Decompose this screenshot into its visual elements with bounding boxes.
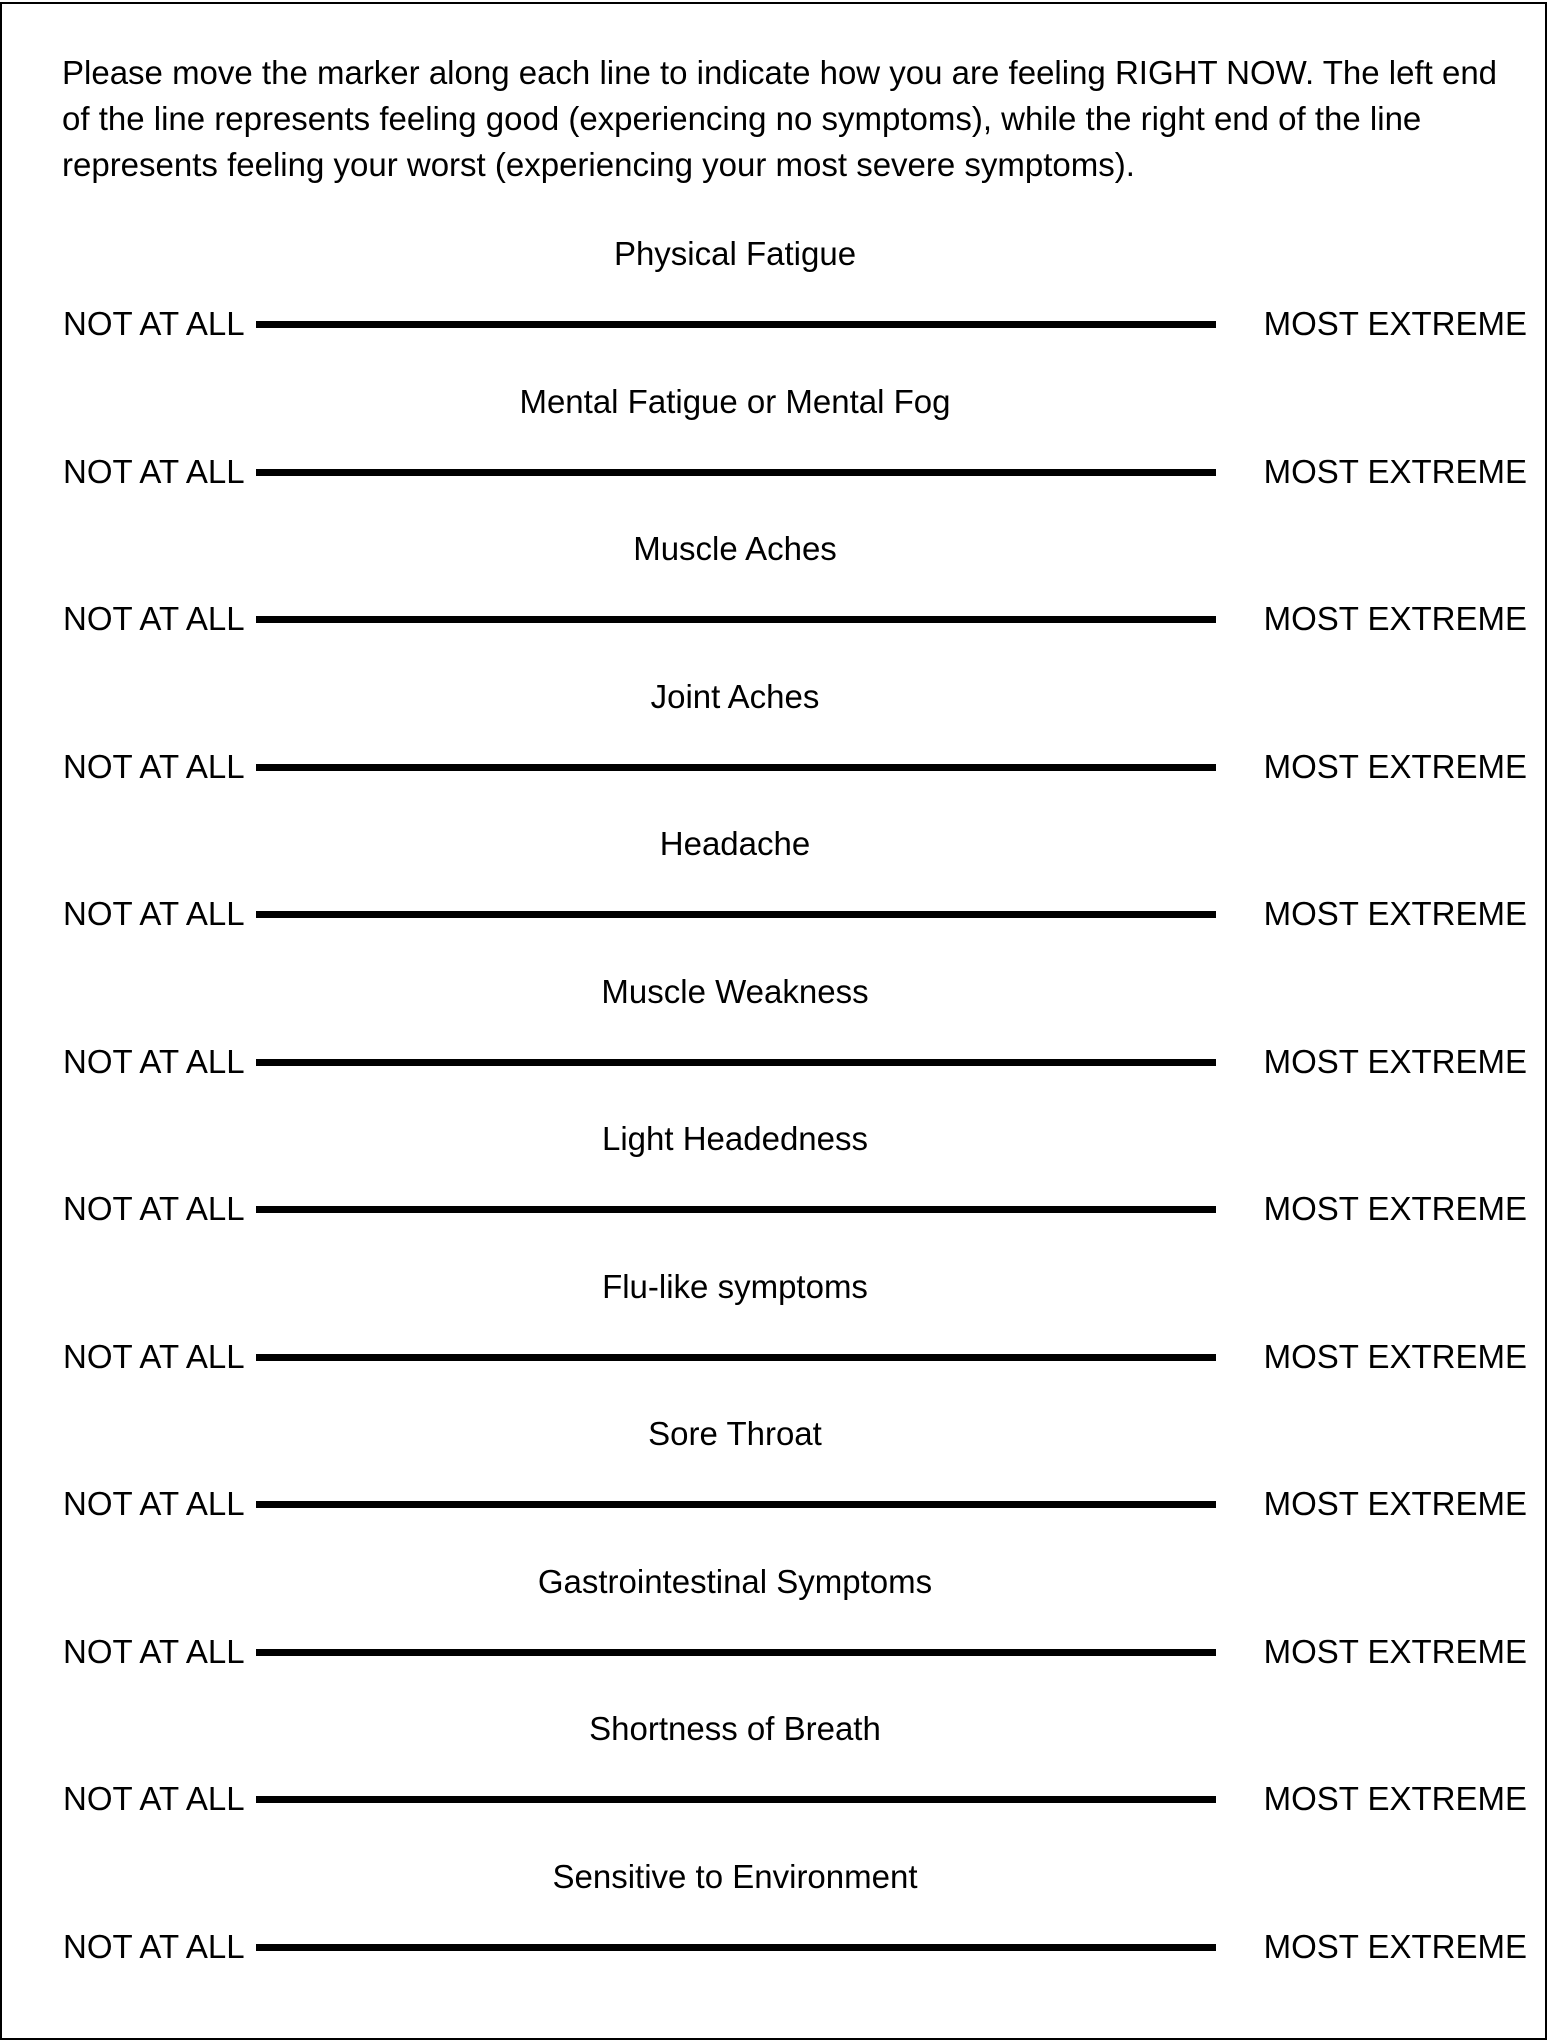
- scale-title: Light Headedness: [601, 1120, 869, 1157]
- visual-analog-scale-line[interactable]: [256, 764, 1216, 771]
- scale-item-sensitive-to-environment: [0, 1841, 1547, 1989]
- visual-analog-scale-line[interactable]: [256, 1649, 1216, 1656]
- scale-item-light-headedness: [0, 1103, 1547, 1251]
- scale-right-label: MOST EXTREME: [1263, 1337, 1527, 1375]
- visual-analog-scale-line[interactable]: [256, 1501, 1216, 1508]
- scale-item-mental-fatigue: [0, 366, 1547, 514]
- scale-item-physical-fatigue: [0, 218, 1547, 366]
- scale-left-label: NOT AT ALL: [63, 1632, 245, 1670]
- visual-analog-scale-line[interactable]: [256, 1796, 1216, 1803]
- scale-item-joint-aches: [0, 661, 1547, 809]
- scale-right-label: MOST EXTREME: [1263, 452, 1527, 490]
- scale-item-shortness-of-breath: [0, 1693, 1547, 1841]
- scale-title: Sore Throat: [648, 1415, 822, 1452]
- scale-left-label: NOT AT ALL: [63, 305, 245, 342]
- scale-left-label: NOT AT ALL: [63, 452, 245, 490]
- scale-item-sore-throat: [0, 1398, 1547, 1546]
- visual-analog-scale-line[interactable]: [256, 616, 1216, 623]
- symptom-scales: [0, 218, 1547, 1988]
- scale-item-flu-like-symptoms: [0, 1251, 1547, 1399]
- scale-left-label: NOT AT ALL: [63, 600, 245, 637]
- scale-right-label: MOST EXTREME: [1263, 1190, 1527, 1227]
- visual-analog-scale-line[interactable]: [256, 1944, 1216, 1951]
- visual-analog-scale-line[interactable]: [256, 321, 1216, 328]
- visual-analog-scale-line[interactable]: [256, 1206, 1216, 1213]
- scale-title: Shortness of Breath: [589, 1710, 881, 1747]
- scale-right-label: MOST EXTREME: [1263, 1485, 1527, 1522]
- scale-item-gastrointestinal-symptoms: [0, 1546, 1547, 1694]
- scale-right-label: MOST EXTREME: [1263, 747, 1527, 785]
- scale-left-label: NOT AT ALL: [63, 1485, 245, 1522]
- scale-title: Flu-like symptoms: [602, 1267, 868, 1305]
- scale-left-label: NOT AT ALL: [63, 1042, 245, 1080]
- scale-item-headache: [0, 808, 1547, 956]
- instructions-text: Please move the marker along each line to indicate how you are feeling RIGHT NOW. The left end of the line represents feeling good (experiencing no symptoms), while the right end of the line represents feeling your worst (experiencing your most severe symptoms).: [62, 54, 1498, 183]
- scale-title: Gastrointestinal Symptoms: [537, 1562, 933, 1600]
- scale-title: Physical Fatigue: [613, 235, 857, 272]
- scale-title: Muscle Aches: [633, 530, 837, 567]
- scale-title: Mental Fatigue or Mental Fog: [519, 382, 951, 420]
- scale-title: Muscle Weakness: [601, 972, 869, 1010]
- visual-analog-scale-line[interactable]: [256, 911, 1216, 918]
- scale-item-muscle-aches: [0, 513, 1547, 661]
- scale-right-label: MOST EXTREME: [1263, 1632, 1527, 1670]
- scale-right-label: MOST EXTREME: [1263, 305, 1527, 342]
- scale-title: Joint Aches: [650, 677, 820, 715]
- scale-left-label: NOT AT ALL: [63, 895, 245, 932]
- visual-analog-scale-line[interactable]: [256, 1354, 1216, 1361]
- scale-left-label: NOT AT ALL: [63, 1780, 245, 1817]
- scale-right-label: MOST EXTREME: [1263, 1927, 1527, 1965]
- scale-left-label: NOT AT ALL: [63, 1927, 245, 1965]
- scale-right-label: MOST EXTREME: [1263, 1780, 1527, 1817]
- visual-analog-scale-line[interactable]: [256, 469, 1216, 476]
- scale-title: Sensitive to Environment: [552, 1857, 918, 1895]
- scale-right-label: MOST EXTREME: [1263, 600, 1527, 637]
- scale-item-muscle-weakness: [0, 956, 1547, 1104]
- scale-left-label: NOT AT ALL: [63, 747, 245, 785]
- scale-right-label: MOST EXTREME: [1263, 895, 1527, 932]
- scale-title: Headache: [659, 825, 811, 862]
- scale-right-label: MOST EXTREME: [1263, 1042, 1527, 1080]
- scale-left-label: NOT AT ALL: [63, 1337, 245, 1375]
- visual-analog-scale-line[interactable]: [256, 1059, 1216, 1066]
- scale-left-label: NOT AT ALL: [63, 1190, 245, 1227]
